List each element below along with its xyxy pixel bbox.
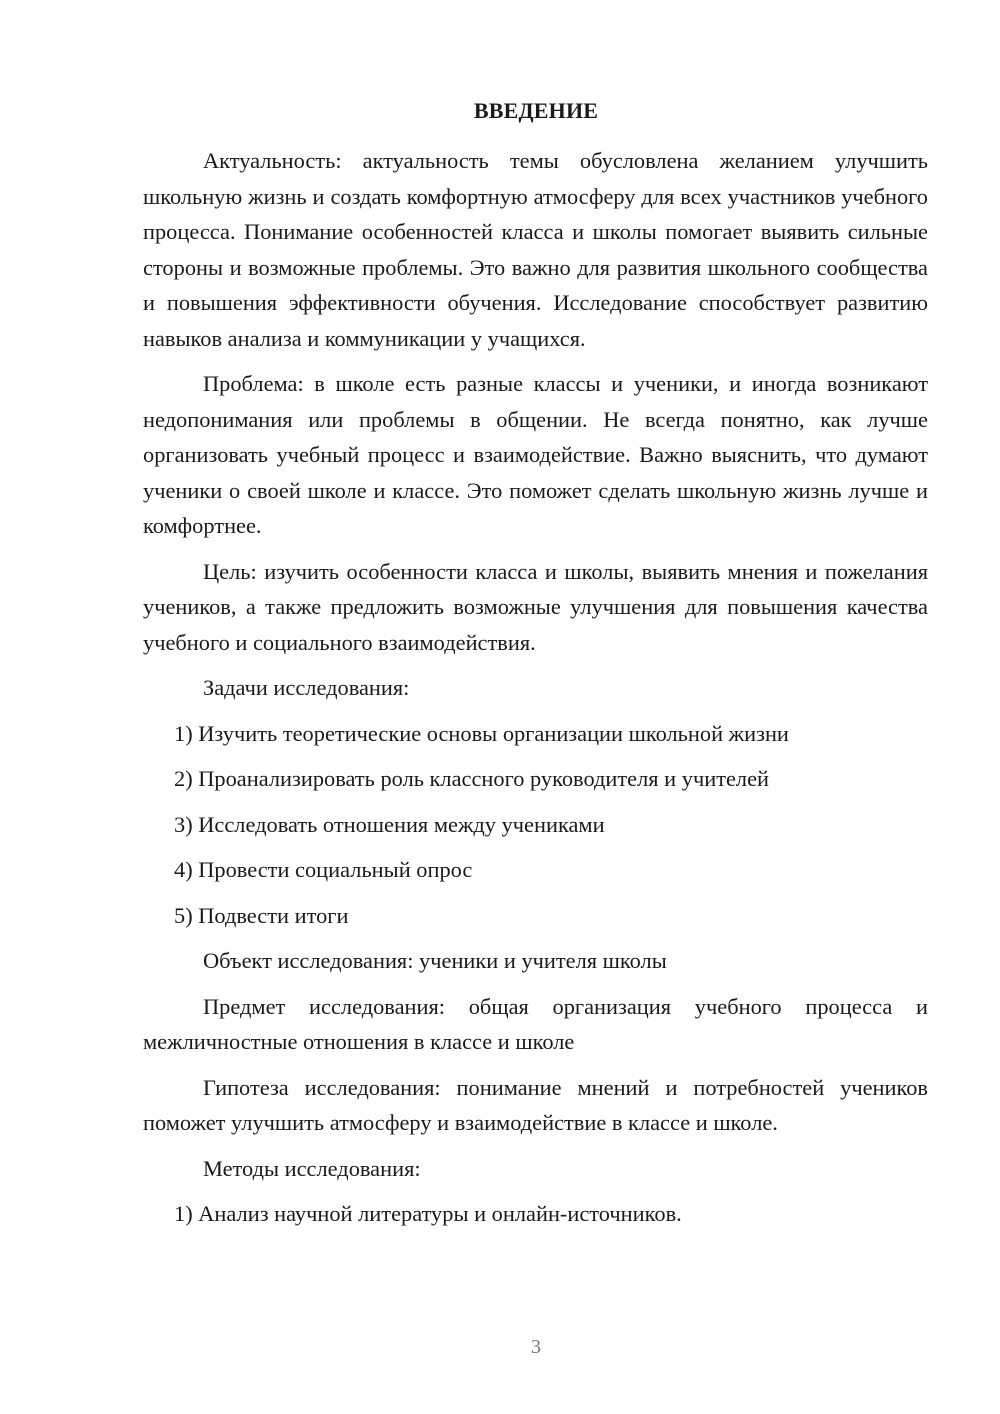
object-paragraph: Объект исследования: ученики и учителя школы xyxy=(203,948,667,973)
goal-paragraph: Цель: изучить особенности класса и школы, выявить мнения и пожелания учеников, а также предложить возможные улучшения для повышения качества учебного и социального взаимодействия. xyxy=(143,558,928,655)
document-body xyxy=(143,143,928,1232)
task-item-2: 2) Проанализировать роль классного руководителя и учителей xyxy=(174,766,770,791)
page-number: 3 xyxy=(531,1336,541,1358)
problem-paragraph: Проблема: в школе есть разные классы и ученики, и иногда возникают недопонимания или проблемы в общении. Не всегда понятно, как лучше организовать учебный процесс и взаимодействие. Важно выяснить, что думают ученики о своей школе и классе. Это поможет сделать школьную жизнь лучше и комфортнее. xyxy=(143,371,928,538)
tasks-heading: Задачи исследования: xyxy=(203,675,410,700)
page-title: ВВЕДЕНИЕ xyxy=(473,98,599,123)
subject-paragraph: Предмет исследования: общая организация учебного процесса и межличностные отношения в классе и школе xyxy=(143,993,928,1054)
relevance-paragraph: Актуальность: актуальность темы обусловлена желанием улучшить школьную жизнь и создать комфортную атмосферу для всех участников учебного процесса. Понимание особенностей класса и школы помогает выявить сильные стороны и возможные проблемы. Это важно для развития школьного сообщества и повышения эффективности обучения. Исследование способствует развитию навыков анализа и коммуникации у учащихся. xyxy=(143,148,928,351)
method-item-1: 1) Анализ научной литературы и онлайн-источников. xyxy=(174,1201,682,1226)
hypothesis-paragraph: Гипотеза исследования: понимание мнений и потребностей учеников поможет улучшить атмосферу и взаимодействие в классе и школе. xyxy=(143,1074,928,1135)
task-item-3: 3) Исследовать отношения между учениками xyxy=(174,811,605,837)
task-item-1: 1) Изучить теоретические основы организации школьной жизни xyxy=(174,720,789,746)
task-item-4: 4) Провести социальный опрос xyxy=(174,857,473,882)
methods-heading: Методы исследования: xyxy=(203,1155,421,1181)
task-item-5: 5) Подвести итоги xyxy=(174,902,349,928)
